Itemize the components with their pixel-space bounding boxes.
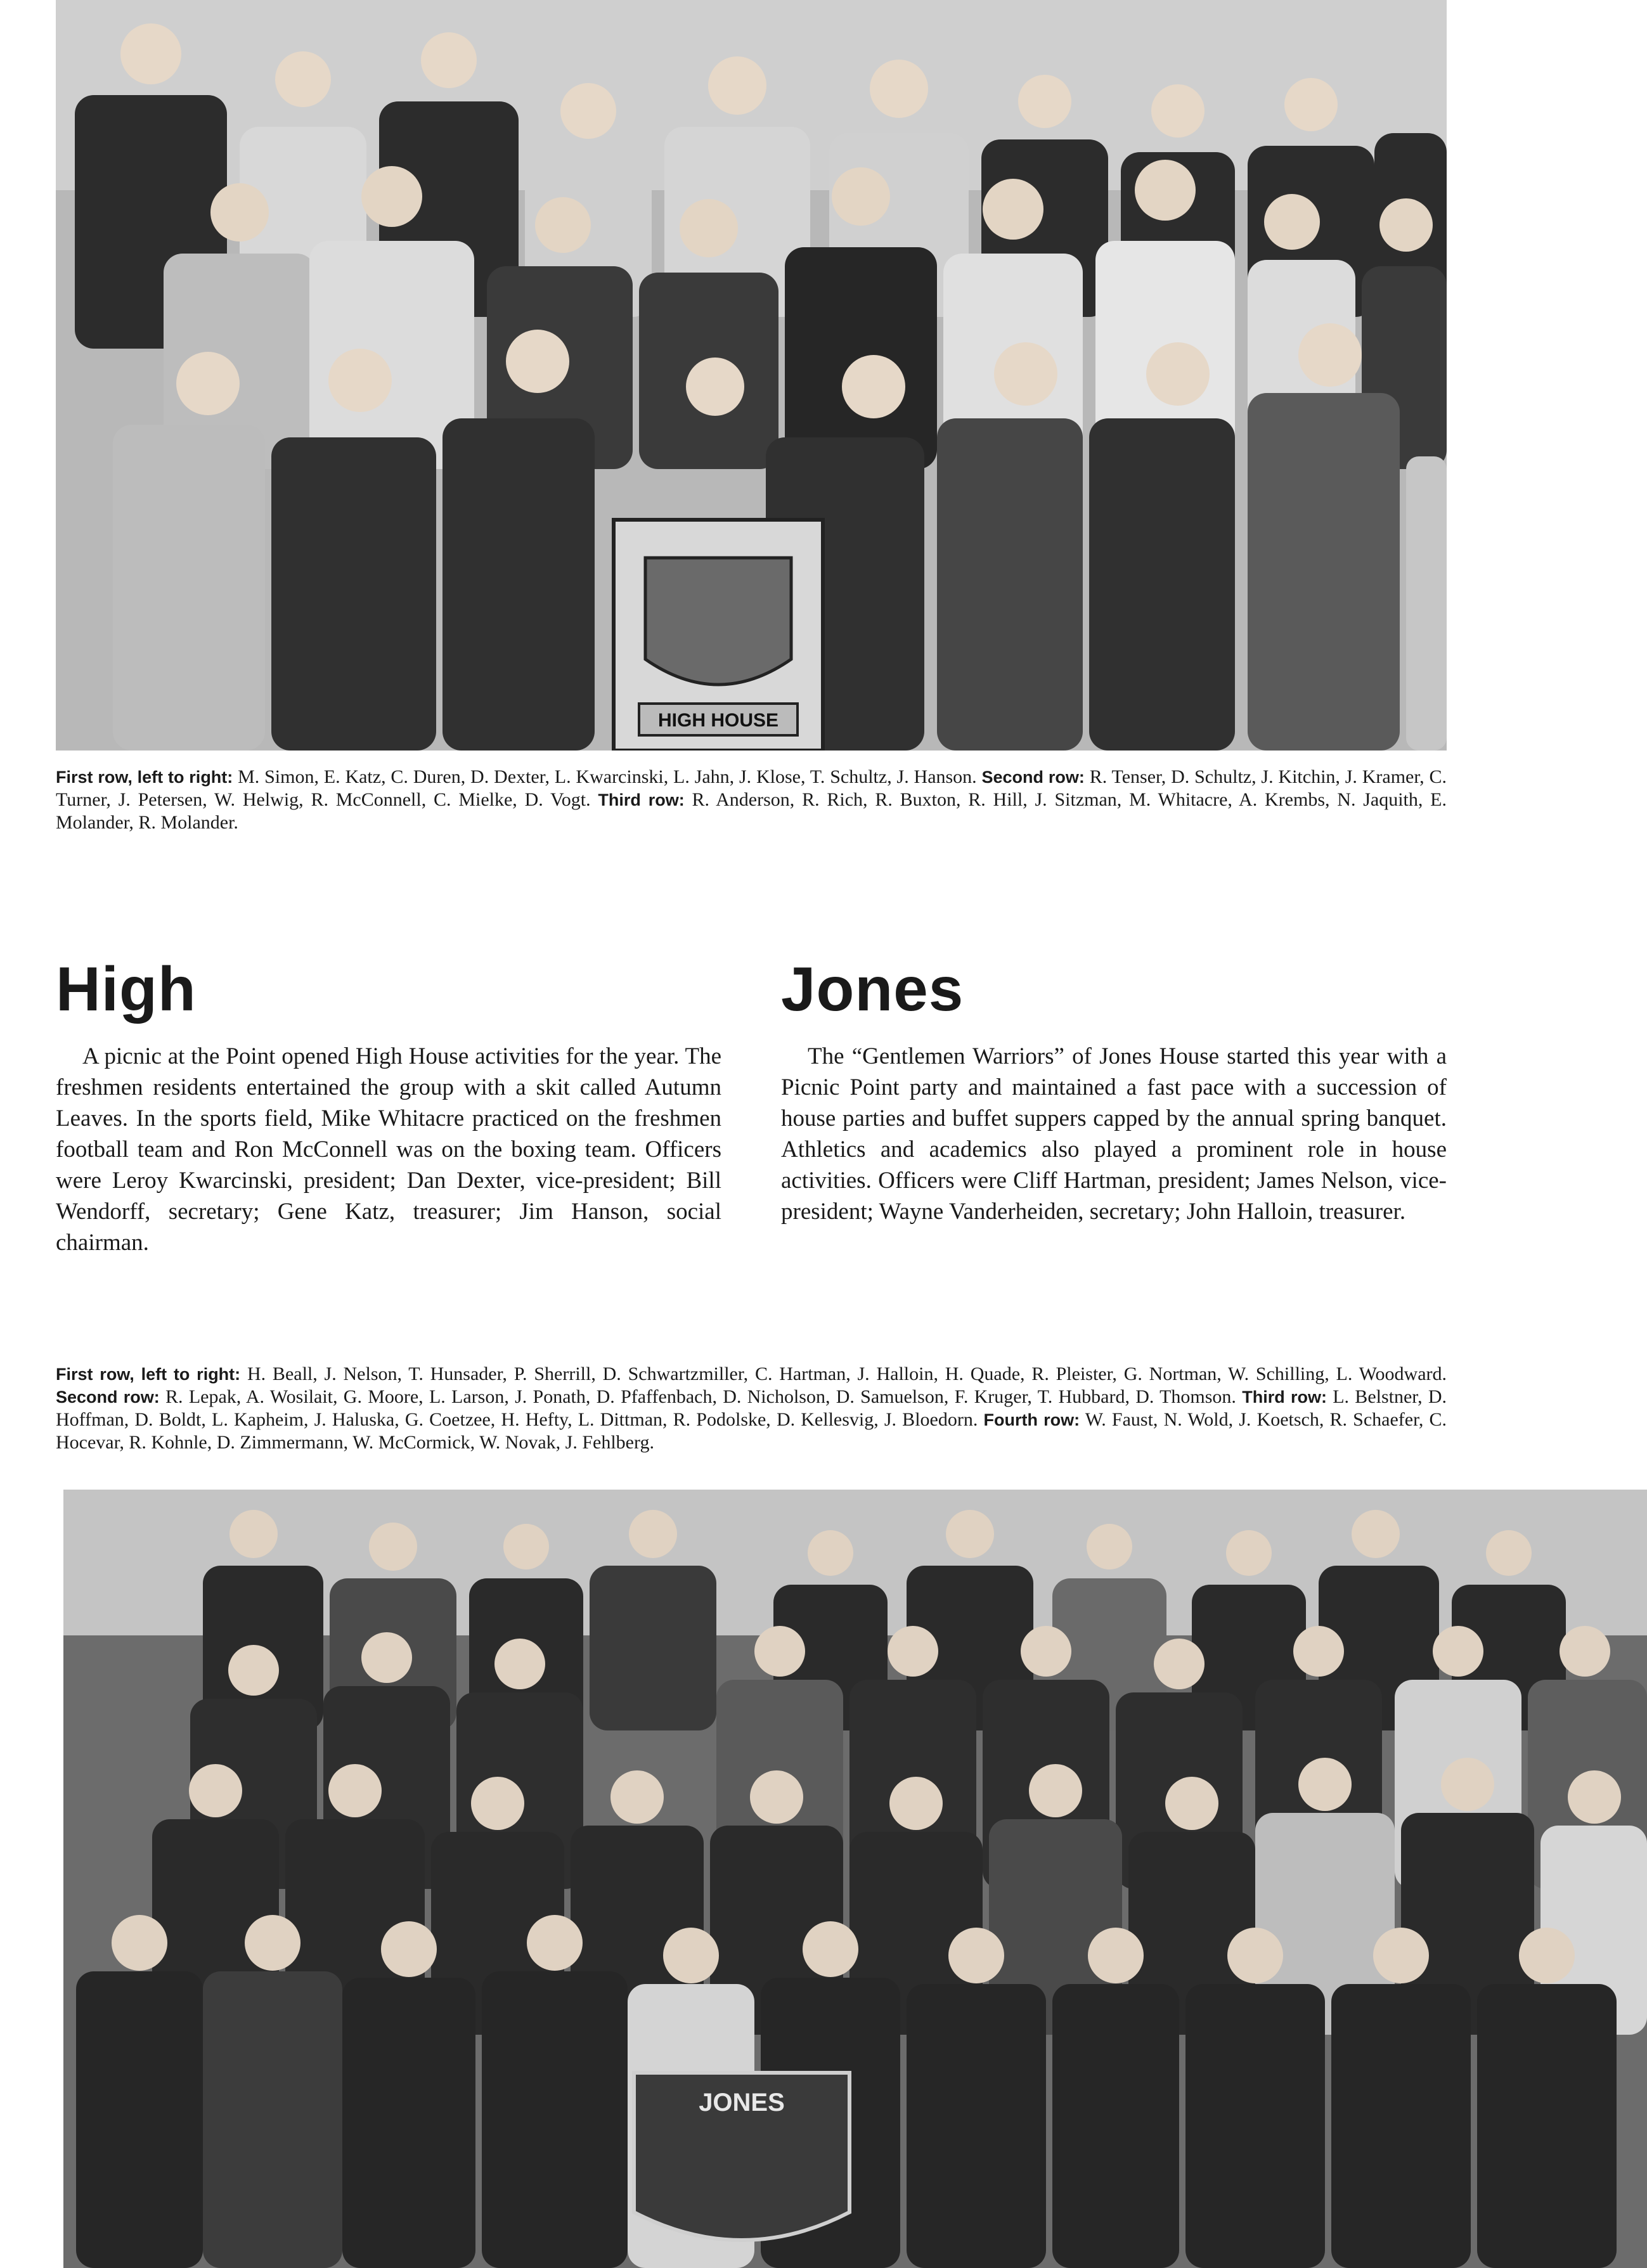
jones-house-photo-caption [56,1363,1447,1453]
caption-row3-label: Third row: [598,790,685,809]
high-heading: High [56,954,197,1024]
caption-row2-names: R. Lepak, A. Wosilait, G. Moore, L. Larson, J. Ponath, D. Pfaffenbach, D. Nicholson, D. Samuelson, F. Kruger, T. Hubbard, D. Thomson. [165,1386,1236,1407]
high-body-text: A picnic at the Point opened High House activities for the year. The freshmen residents entertained the group with a skit called Autumn Leaves. In the sports field, Mike Whitacre practiced on the freshmen football team and Ron McConnell was on the boxing team. Officers were Leroy Kwarcinski, president; Dan Dexter, vice-president; Bill Wendorff, secretary; Gene Katz, treasurer; Jim Hanson, social chairman. [56,1043,721,1256]
caption-row3-names: R. Anderson, R. Rich, R. Buxton, R. Hill, J. Sitzman, M. Whitacre, A. Krembs, N. Jaquith, E. Molander, R. Molander. [56,789,1447,833]
caption-row4-names: W. Faust, N. Wold, J. Koetsch, R. Schaefer, C. Hocevar, R. Kohnle, D. Zimmermann, W. McCormick, W. Novak, J. Fehlberg. [56,1409,1447,1453]
jones-shield-text: JONES [699,2089,785,2117]
caption-row1-names: M. Simon, E. Katz, C. Duren, D. Dexter, L. Kwarcinski, L. Jahn, J. Klose, T. Schultz, J. Hanson. [238,766,977,787]
high-house-photo-caption [56,766,1447,834]
caption-row2-names: R. Tenser, D. Schultz, J. Kitchin, J. Kramer, C. Turner, J. Petersen, W. Helwig, R. McConnell, C. Mielke, D. Vogt. [56,766,1447,810]
high-house-photo-figure [56,0,1447,751]
caption-row1-names: H. Beall, J. Nelson, T. Hunsader, P. Sherrill, D. Schwartzmiller, C. Hartman, J. Halloin, H. Quade, R. Pleister, G. Nortman, W. Schilling, L. Woodward. [247,1363,1447,1384]
caption-row3-label: Third row: [1242,1388,1327,1407]
caption-row2-label: Second row: [981,768,1085,787]
caption-row1-label: First row, left to right: [56,768,233,787]
high-house-shield-text: HIGH HOUSE [657,710,779,731]
jones-house-group-photo [63,1490,1647,2268]
caption-row3-names: L. Belstner, D. Hoffman, D. Boldt, L. Kapheim, J. Haluska, G. Coetzee, H. Hefty, L. Dittman, R. Podolske, D. Kellesvig, J. Bloedorn. [56,1386,1447,1430]
caption-row2-label: Second row: [56,1388,160,1407]
caption-row4-label: Fourth row: [983,1410,1080,1429]
jones-heading: Jones [781,954,964,1024]
caption-row1-label: First row, left to right: [56,1365,241,1384]
jones-body-text: The “Gentlemen Warriors” of Jones House started this year with a Picnic Point party and maintained a fast pace with a succession of house parties and buffet suppers capped by the annual spring banquet. Athletics and academics also played a prominent role in house activities. Officers were Cliff Hartman, president; James Nelson, vice-president; Wayne Vanderheiden, secretary; John Halloin, treasurer. [781,1043,1447,1225]
high-house-group-photo [56,0,1447,751]
jones-house-photo-figure [63,1490,1647,2268]
